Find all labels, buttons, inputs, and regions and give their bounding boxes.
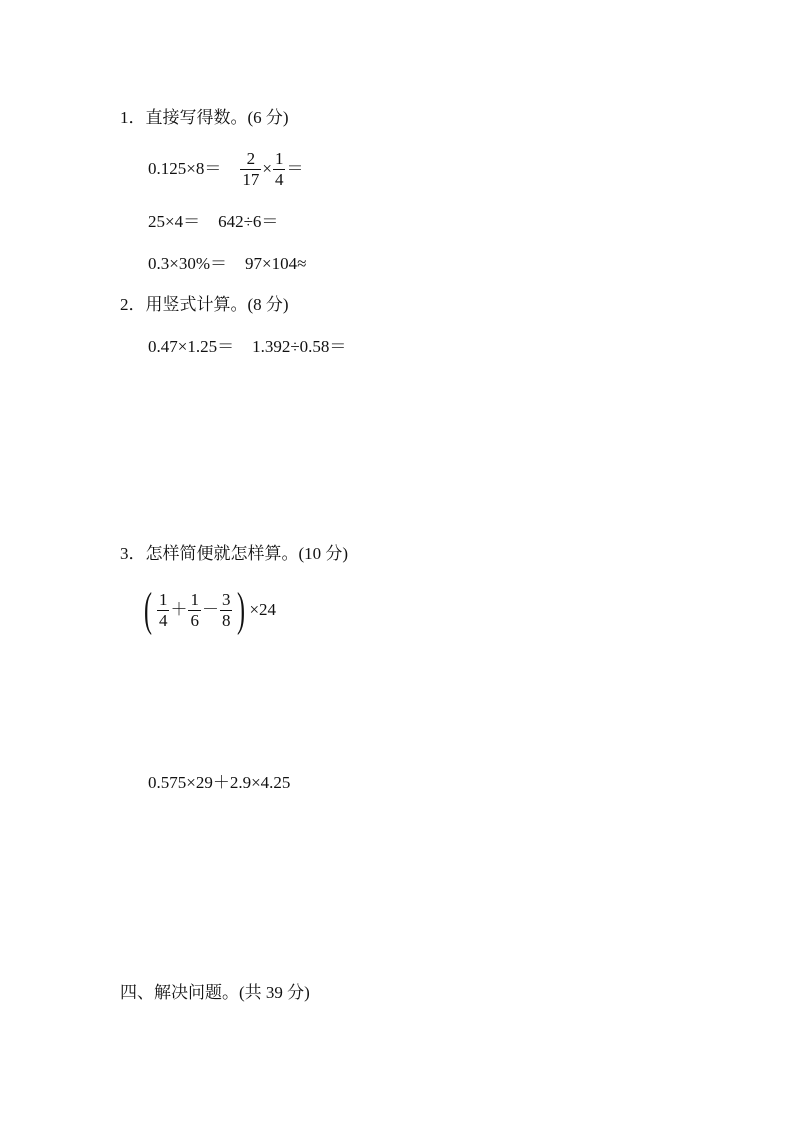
right-paren: ) [237,583,246,636]
q2-expr-a: 0.47×1.25＝ [148,337,235,356]
section4-heading: 四、解决问题。(共 39 分) [120,983,310,1002]
equals-sign: ＝ [286,159,304,178]
minus-sign: － [201,600,219,619]
q2-expr-b: 1.392÷0.58＝ [252,337,347,356]
fraction-3-8: $\frac{3}{8}$ [221,589,231,630]
q3-heading: 3．怎样简便就怎样算。(10 分) [120,544,349,563]
fraction-1-4: $\frac{1}{4}$ [158,589,168,630]
q1-row1 [148,146,303,192]
q1-row3-expr-b: 97×104≈ [245,254,307,273]
fraction-1-4: $\frac{1}{4}$ [274,148,284,189]
fraction-2-17: $\frac{2}{17}$ [242,148,260,189]
q1-row2-expr-a: 25×4＝ [148,212,201,231]
q1-row2 [148,212,278,232]
q3-expr2: 0.575×29＋2.9×4.25 [148,773,291,792]
plus-sign: ＋ [170,600,188,619]
q1-row2-expr-b: 642÷6＝ [218,212,279,231]
left-paren: ( [143,583,152,636]
times-sign: × [262,159,272,178]
q1-row1-expr-a: 0.125×8＝ [148,159,222,178]
q1-row3 [148,254,306,274]
q2-heading: 2．用竖式计算。(8 分) [120,295,289,314]
q3-expr1 [140,585,276,635]
q3-expr1-tail: ×24 [249,600,277,619]
q1-heading: 1．直接写得数。(6 分) [120,108,289,127]
fraction-1-6: $\frac{1}{6}$ [190,589,199,630]
q1-row3-expr-a: 0.3×30%＝ [148,254,227,273]
q2-row1 [148,337,346,357]
